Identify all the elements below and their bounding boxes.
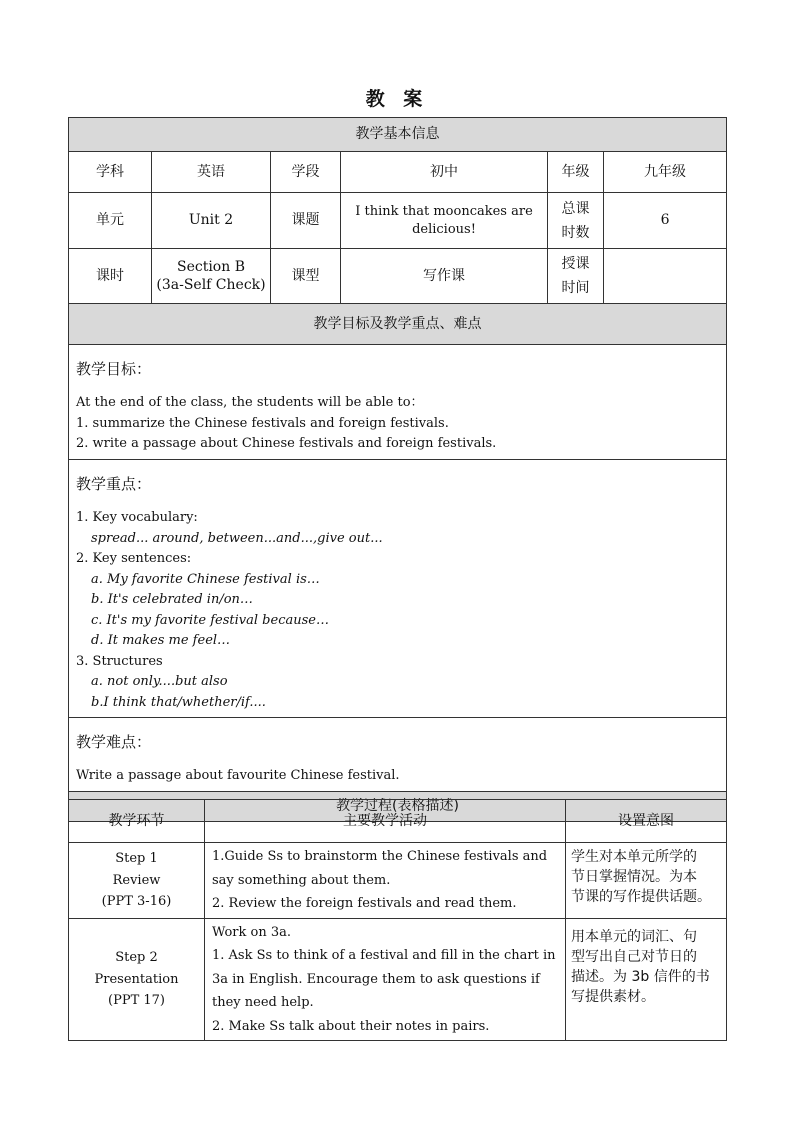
- activity-line: they need help.: [212, 995, 314, 1010]
- intent-line: 用本单元的词汇、句: [571, 928, 697, 945]
- activity-line: 1. Ask Ss to think of a festival and fill in the chart in: [212, 948, 556, 963]
- topic-label: 课题: [271, 193, 341, 249]
- total-hours-label: [548, 193, 604, 249]
- key-point-line: a. not only....but also: [91, 674, 228, 689]
- intent-cell: [566, 843, 727, 919]
- grade-label: 年级: [548, 152, 604, 193]
- key-point-line: d. It makes me feel…: [91, 633, 231, 648]
- intent-line: 描述。为 3b 信件的书: [571, 968, 710, 985]
- teach-time-label: [548, 249, 604, 304]
- goals-heading: 教学目标：: [76, 360, 152, 378]
- subject-value: 英语: [152, 152, 271, 193]
- grade-value: 九年级: [604, 152, 727, 193]
- step-name: Presentation: [94, 971, 179, 987]
- lesson-plan-table: [68, 117, 727, 822]
- step-ppt: (PPT 17): [108, 993, 165, 1008]
- type-value: 写作课: [341, 249, 548, 304]
- key-point-line: spread... around, between...and...,give out...: [91, 530, 383, 546]
- activity-cell: [205, 918, 566, 1041]
- key-point-line: 1. Key vocabulary:: [76, 510, 198, 525]
- col-header-activities: 主要教学活动: [205, 800, 566, 843]
- intent-cell: [566, 918, 727, 1041]
- key-point-line: b. It's celebrated in/on…: [91, 592, 253, 607]
- process-table: [68, 799, 727, 1041]
- intent-line: 学生对本单元所学的: [571, 849, 697, 865]
- table-row: [69, 918, 727, 1041]
- goals-header: 教学目标及教学重点、难点: [69, 304, 727, 345]
- intent-line: 节课的写作提供话题。: [571, 889, 711, 905]
- step-name: Review: [112, 872, 161, 888]
- teaching-goals-cell: [69, 345, 727, 460]
- total-hours-label-line1: 总课: [561, 200, 590, 217]
- activity-line: Work on 3a.: [212, 924, 292, 940]
- intent-line: 写提供素材。: [571, 988, 655, 1005]
- step-number: Step 1: [115, 851, 158, 866]
- activity-line: 1.Guide Ss to brainstorm the Chinese festivals and: [212, 849, 548, 864]
- step-number: Step 2: [115, 950, 158, 965]
- period-value-line1: Section B: [176, 259, 245, 275]
- unit-label: 单元: [69, 193, 152, 249]
- activity-line: 3a in English. Encourage them to ask questions if: [212, 971, 540, 987]
- step-cell: [69, 843, 205, 919]
- teach-time-value: [604, 249, 727, 304]
- key-points-cell: [69, 459, 727, 717]
- activity-line: say something about them.: [212, 872, 391, 888]
- key-point-line: c. It's my favorite festival because…: [91, 612, 329, 628]
- step-ppt: (PPT 3-16): [101, 894, 172, 909]
- key-point-line: 2. Key sentences:: [76, 551, 192, 566]
- period-label: 课时: [69, 249, 152, 304]
- subject-label: 学科: [69, 152, 152, 193]
- intent-line: 型写出自己对节日的: [571, 948, 697, 965]
- key-point-line: b.I think that/whether/if....: [91, 694, 266, 710]
- difficulty-text: Write a passage about favourite Chinese festival.: [76, 768, 400, 784]
- basic-info-header: 教学基本信息: [69, 118, 727, 152]
- activity-line: 2. Review the foreign festivals and read them.: [212, 896, 517, 911]
- topic-value: I think that mooncakes are delicious!: [341, 193, 548, 249]
- table-row: [69, 843, 727, 919]
- activity-cell: [205, 843, 566, 919]
- teach-time-label-line2: 时间: [561, 280, 590, 296]
- period-value-line2: (3a-Self Check): [156, 277, 266, 293]
- goals-line: 2. write a passage about Chinese festivals and foreign festivals.: [76, 436, 497, 452]
- total-hours-value: 6: [604, 193, 727, 249]
- intent-line: 节日掌握情况。为本: [571, 869, 697, 885]
- type-label: 课型: [271, 249, 341, 304]
- difficulty-heading: 教学难点：: [76, 733, 152, 751]
- key-points-heading: 教学重点：: [76, 474, 152, 493]
- difficulty-cell: [69, 718, 727, 792]
- total-hours-label-line2: 时数: [561, 224, 590, 241]
- stage-label: 学段: [271, 152, 341, 193]
- stage-value: 初中: [341, 152, 548, 193]
- col-header-stage: 教学环节: [69, 800, 205, 843]
- activity-line: 2. Make Ss talk about their notes in pairs.: [212, 1018, 490, 1034]
- goals-line: At the end of the class, the students will be able to：: [76, 395, 424, 411]
- goals-line: 1. summarize the Chinese festivals and foreign festivals.: [76, 415, 449, 431]
- key-point-line: a. My favorite Chinese festival is…: [91, 571, 320, 587]
- period-value: [152, 249, 271, 304]
- page-title: 教 案: [365, 88, 429, 110]
- step-cell: [69, 918, 205, 1041]
- key-point-line: 3. Structures: [76, 653, 163, 669]
- process-header: 教学过程(表格描述): [69, 791, 727, 821]
- unit-value: Unit 2: [152, 193, 271, 249]
- col-header-intent: 设置意图: [566, 800, 727, 843]
- teach-time-label-line1: 授课: [561, 256, 590, 272]
